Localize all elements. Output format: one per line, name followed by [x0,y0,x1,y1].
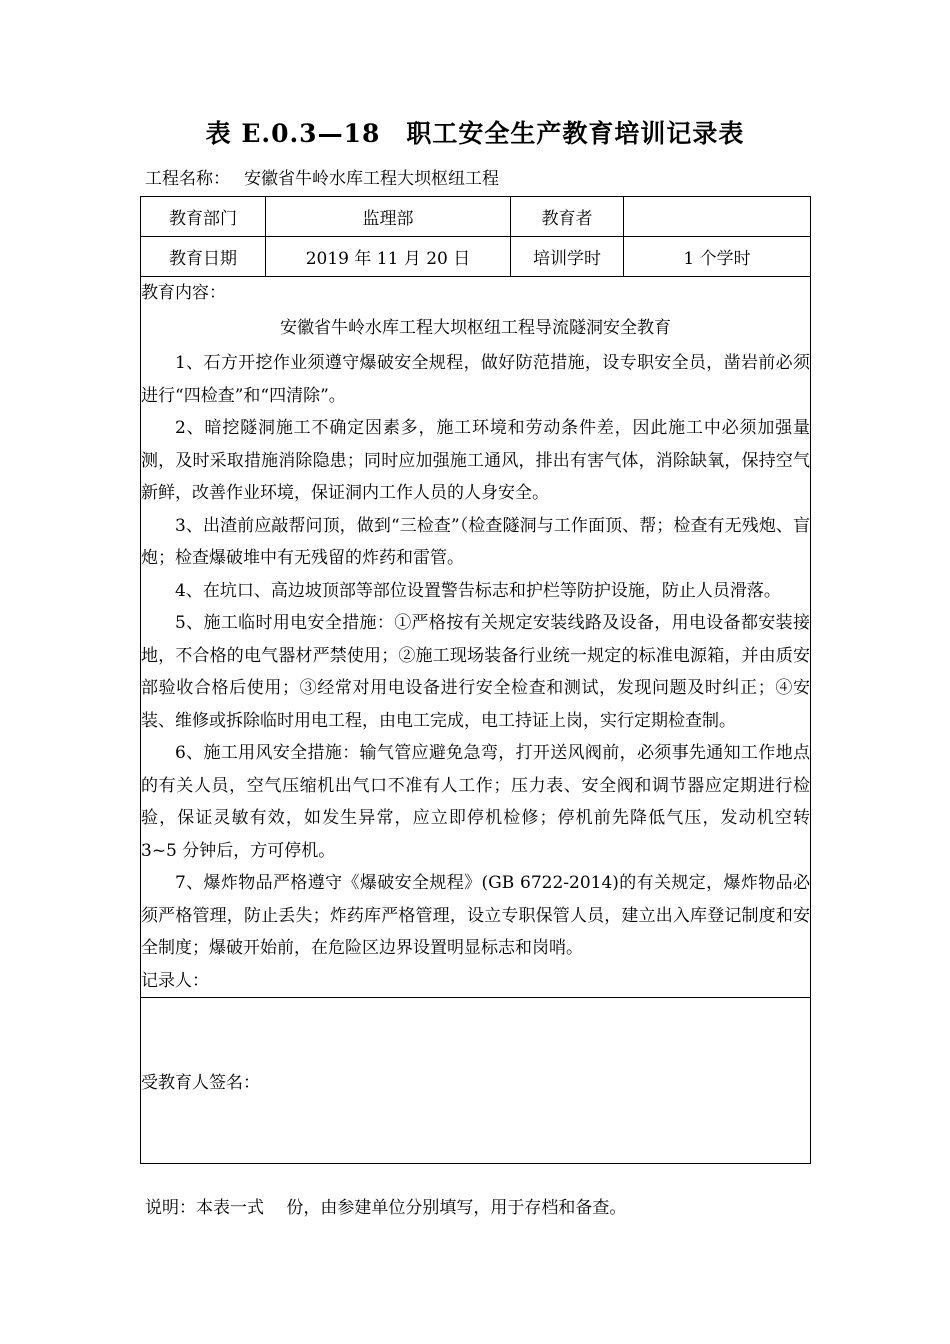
footer-note: 说明：本表一式 份，由参建单位分别填写，用于存档和备查。 [145,1198,627,1218]
form-title: 表 E.0.3—18 职工安全生产教育培训记录表 [205,119,745,148]
hours-value: 1 个学时 [624,237,811,277]
date-value: 2019 年 11 月 20 日 [266,237,511,277]
content-item: 1、石方开挖作业须遵守爆破安全规程，做好防范措施，设专职安全员，凿岩前必须进行“四检查”和“四清除”。 [141,353,810,406]
content-item: 2、暗挖隧洞施工不确定因素多，施工环境和劳动条件差，因此施工中必须加强量测，及时采取措施消除隐患；同时应加强施工通风，排出有害气体，消除缺氧，保持空气新鲜，改善作业环境，保证洞内工作人员的人身安全。 [141,418,810,503]
signature-label: 受教育人签名： [141,1072,260,1093]
project-name-line [145,164,499,189]
table-row [141,997,811,1163]
department-label: 教育部门 [141,197,266,237]
content-item: 4、在坑口、高边坡顶部等部位设置警告标志和护栏等防护设施，防止人员滑落。 [175,580,781,601]
educator-value[interactable] [624,197,811,237]
content-cell [141,277,811,998]
content-item: 7、爆炸物品严格遵守《爆破安全规程》(GB 6722-2014)的有关规定，爆炸物品必须严格管理，防止丢失；炸药库严格管理，设立专职保管人员，建立出入库登记制度和安全制度；爆破开始前，在危险区边界设置明显标志和岗哨。 [141,873,810,958]
project-name-label: 工程名称： [145,169,230,189]
record-table [140,196,811,1164]
content-label: 教育内容： [141,283,226,303]
table-row [141,277,811,998]
content-subject: 安徽省牛岭水库工程大坝枢纽工程导流隧洞安全教育 [280,318,671,338]
educator-label: 教育者 [511,197,624,237]
signature-cell[interactable] [141,997,811,1163]
content-item: 3、出渣前应敲帮问顶，做到“三检查”（检查隧洞与工作面顶、帮；检查有无残炮、盲炮；检查爆破堆中有无残留的炸药和雷管。 [141,515,810,568]
table-row [141,237,811,277]
recorder-label: 记录人： [141,970,209,991]
department-value: 监理部 [266,197,511,237]
hours-label: 培训学时 [511,237,624,277]
content-item: 5、施工临时用电安全措施：①严格按有关规定安装线路及设备，用电设备都安装接地，不合格的电气器材严禁使用；②施工现场装备行业统一规定的标准电源箱，并由质安部验收合格后使用；③经常对用电设备进行安全检查和测试，发现问题及时纠正；④安装、维修或拆除临时用电工程，由电工完成，电工持证上岗，实行定期检查制。 [141,613,810,731]
project-name-value: 安徽省牛岭水库工程大坝枢纽工程 [244,169,499,189]
table-row [141,197,811,237]
date-label: 教育日期 [141,237,266,277]
content-item: 6、施工用风安全措施：输气管应避免急弯，打开送风阀前，必须事先通知工作地点的有关人员，空气压缩机出气口不准有人工作；压力表、安全阀和调节器应定期进行检验，保证灵敏有效，如发生异常，应立即停机检修；停机前先降低气压，发动机空转 3~5 分钟后，方可停机。 [141,743,810,861]
